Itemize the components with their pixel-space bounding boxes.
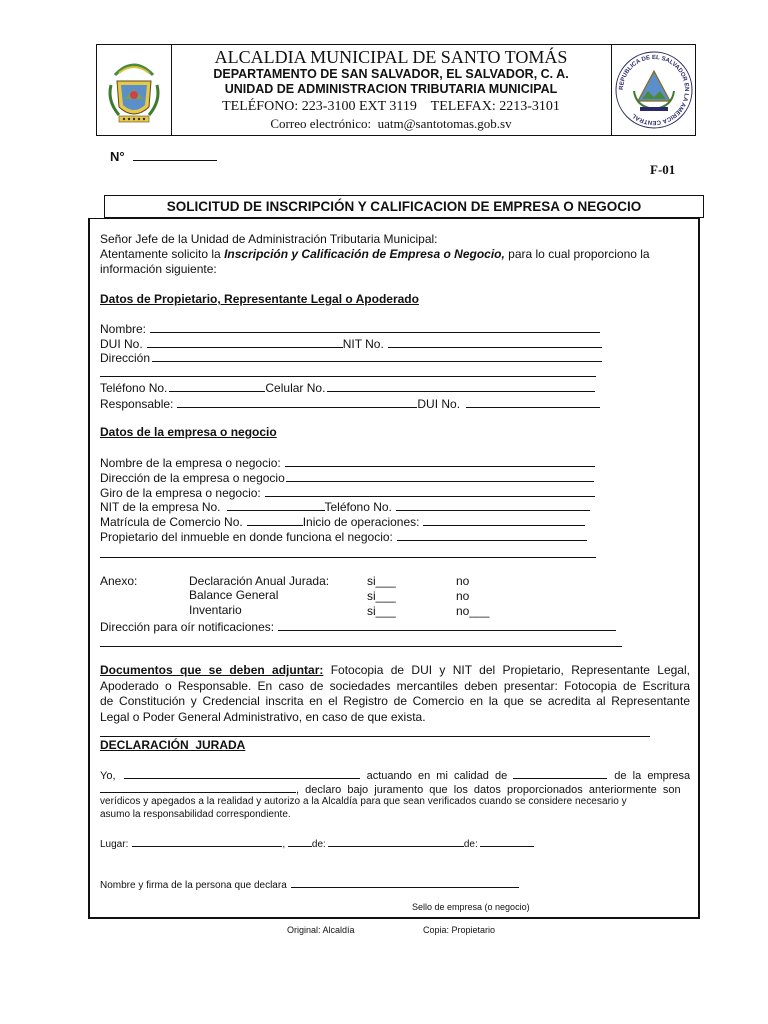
header-title: ALCALDIA MUNICIPAL DE SANTO TOMÁS bbox=[214, 47, 568, 67]
national-seal bbox=[611, 45, 696, 135]
annex-si-checkbox[interactable]: si___ bbox=[367, 574, 396, 588]
documents-separator bbox=[100, 736, 650, 737]
declaration-line2[interactable]: , declaro bajo juramento que los datos proporcionados anteriormente son bbox=[100, 781, 690, 796]
header-email: Correo electrónico: uatm@santotomas.gob.sv bbox=[270, 116, 512, 131]
annex-si-checkbox[interactable]: si___ bbox=[367, 604, 396, 618]
annex-si-checkbox[interactable]: si___ bbox=[367, 589, 396, 603]
business-name-field[interactable]: Nombre de la empresa o negocio: bbox=[100, 455, 595, 470]
declaration-line3: verídicos y apegados a la realidad y autorizo a la Alcaldía para que sean verificados cuando se considere necesario y bbox=[100, 796, 627, 807]
company-stamp-label: Sello de empresa (o negocio) bbox=[412, 902, 530, 912]
annex-item: Balance General bbox=[189, 588, 279, 602]
header-line1: DEPARTAMENTO DE SAN SALVADOR, EL SALVADOR, C. A. bbox=[213, 67, 569, 81]
owner-section-heading: Datos de Propietario, Representante Legal o Apoderado bbox=[100, 292, 419, 306]
municipal-logo bbox=[97, 45, 172, 135]
intro-greeting: Señor Jefe de la Unidad de Administración Tributaria Municipal: bbox=[100, 232, 438, 246]
owner-dui-nit-field[interactable]: DUI No. NIT No. bbox=[100, 336, 602, 351]
form-code: F-01 bbox=[650, 162, 676, 177]
svg-text:REPUBLICA DE EL SALVADOR EN LA: REPUBLICA DE EL SALVADOR EN LA AMERICA CENTRAL bbox=[618, 54, 690, 126]
declaration-heading: DECLARACIÓN JURADA bbox=[100, 738, 246, 752]
declaration-line4: asumo la responsabilidad correspondiente. bbox=[100, 809, 291, 820]
business-registry-field[interactable]: Matrícula de Comercio No. Inicio de operaciones: bbox=[100, 514, 585, 529]
header-phone: TELÉFONO: 223-3100 EXT 3119 TELEFAX: 2213-3101 bbox=[222, 99, 560, 114]
footer-original: Original: Alcaldía bbox=[287, 925, 355, 935]
owner-address-field[interactable]: Dirección bbox=[100, 350, 602, 365]
annex-no-checkbox[interactable]: no bbox=[456, 589, 470, 603]
business-nit-phone-field[interactable]: NIT de la empresa No. Teléfono No. bbox=[100, 499, 590, 514]
header-text bbox=[171, 45, 611, 135]
signature-field[interactable]: Nombre y firma de la persona que declara bbox=[100, 876, 519, 891]
business-property-line2[interactable] bbox=[100, 557, 596, 558]
header-line2: UNIDAD DE ADMINISTRACION TRIBUTARIA MUNICIPAL bbox=[224, 82, 558, 96]
intro-line3: información siguiente: bbox=[100, 262, 217, 276]
owner-phone-field[interactable]: Teléfono No. Celular No. bbox=[100, 380, 595, 395]
documents-paragraph: Documentos que se deben adjuntar: Fotocopia de DUI y NIT del Propietario, Representante Legal, Apoderado o Responsable. En caso de sociedades mercantiles deben presentar: Fotocopia de Escritura de Constitución y Credencial inscrita en el Registro de Comercio en la que se acredita al Representante Legal o Poder General Administrativo, en caso de que exista. bbox=[100, 663, 690, 724]
footer-copy: Copia: Propietario bbox=[423, 925, 496, 935]
annex-item: Declaración Anual Jurada: bbox=[189, 574, 330, 588]
form-title: SOLICITUD DE INSCRIPCIÓN Y CALIFICACION DE EMPRESA O NEGOCIO bbox=[104, 195, 704, 218]
intro-request: Atentamente solicito la Inscripción y Calificación de Empresa o Negocio, para lo cual proporciono la bbox=[100, 247, 650, 261]
annex-item: Inventario bbox=[189, 603, 242, 617]
notification-address-line2[interactable] bbox=[100, 646, 622, 647]
notification-address-field[interactable]: Dirección para oír notificaciones: bbox=[100, 619, 616, 634]
business-section-heading: Datos de la empresa o negocio bbox=[100, 425, 277, 439]
business-property-owner-field[interactable]: Propietario del inmueble en donde funciona el negocio: bbox=[100, 529, 587, 544]
owner-name-field[interactable]: Nombre: bbox=[100, 321, 600, 336]
declaration-line1[interactable]: Yo, actuando en mi calidad de de la empresa bbox=[100, 767, 690, 782]
annex-label: Anexo: bbox=[100, 574, 138, 588]
annex-no-checkbox[interactable]: no bbox=[456, 574, 470, 588]
header-box bbox=[96, 44, 696, 136]
business-activity-field[interactable]: Giro de la empresa o negocio: bbox=[100, 485, 595, 500]
number-field[interactable]: N° bbox=[110, 149, 217, 164]
business-address-field[interactable]: Dirección de la empresa o negocio bbox=[100, 470, 594, 485]
owner-responsible-field[interactable]: Responsable: DUI No. bbox=[100, 396, 600, 411]
owner-address-line2[interactable] bbox=[100, 376, 596, 377]
place-date-field[interactable]: Lugar: , de: de: bbox=[100, 835, 534, 850]
annex-no-checkbox[interactable]: no___ bbox=[456, 604, 490, 618]
